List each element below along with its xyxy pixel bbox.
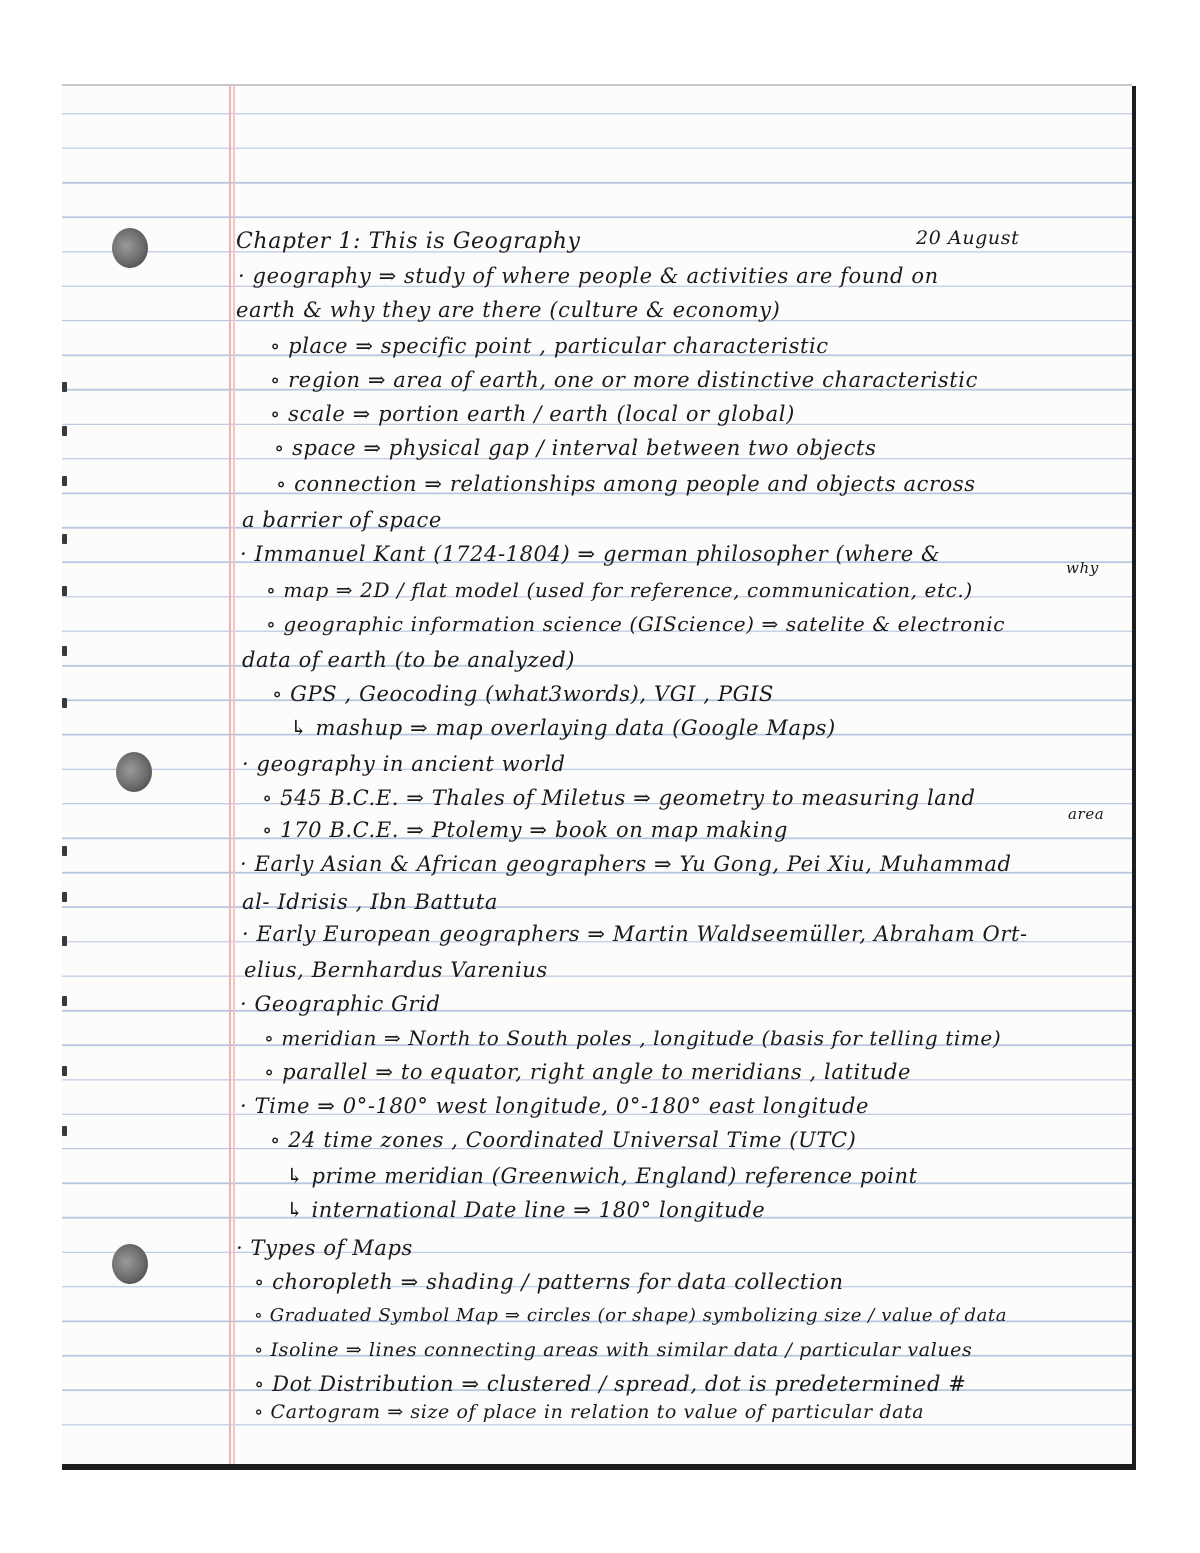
note-line: elius, Bernhardus Varenius [244, 958, 548, 982]
note-line: ∘ Cartogram ⇒ size of place in relation to value of particular data [254, 1401, 925, 1423]
note-line: · Early European geographers ⇒ Martin Waldseemüller, Abraham Ort- [242, 922, 1028, 946]
note-line: ∘ region ⇒ area of earth, one or more distinctive characteristic [270, 368, 978, 392]
note-line: ∘ choropleth ⇒ shading / patterns for data collection [254, 1270, 844, 1294]
binder-hole-top [112, 228, 148, 268]
note-line: ∘ connection ⇒ relationships among people and objects across [276, 472, 976, 496]
torn-edge-mark [62, 1066, 67, 1076]
notebook-page [62, 84, 1132, 1464]
note-line: ∘ parallel ⇒ to equator, right angle to meridians , latitude [264, 1060, 912, 1084]
torn-edge-mark [62, 426, 67, 436]
note-line: ∘ map ⇒ 2D / flat model (used for reference, communication, etc.) [266, 578, 973, 602]
note-line: ↳ international Date line ⇒ 180° longitude [286, 1198, 766, 1222]
margin-line [229, 86, 231, 1464]
note-line: earth & why they are there (culture & economy) [236, 298, 781, 322]
note-line: al- Idrisis , Ibn Battuta [242, 890, 499, 914]
binder-hole-middle [116, 752, 152, 792]
torn-edge-mark [62, 476, 67, 486]
note-line: ∘ GPS , Geocoding (what3words), VGI , PGIS [272, 682, 774, 706]
torn-edge-mark [62, 586, 67, 596]
note-line: ∘ scale ⇒ portion earth / earth (local or global) [270, 402, 795, 426]
note-line: ∘ 545 B.C.E. ⇒ Thales of Miletus ⇒ geometry to measuring land [262, 786, 976, 810]
torn-edge-mark [62, 534, 67, 544]
margin-note-area: area [1068, 805, 1105, 823]
note-line: · Types of Maps [236, 1236, 413, 1260]
torn-edge-mark [62, 382, 67, 392]
binder-hole-bottom [112, 1244, 148, 1284]
note-line: · geography in ancient world [242, 752, 566, 776]
margin-line-second [233, 86, 235, 1464]
margin-note-why: why [1066, 559, 1099, 577]
torn-edge-mark [62, 1126, 67, 1136]
note-line: ∘ space ⇒ physical gap / interval between two objects [274, 436, 877, 460]
torn-edge-mark [62, 892, 67, 902]
torn-edge-mark [62, 846, 67, 856]
note-line: ∘ 170 B.C.E. ⇒ Ptolemy ⇒ book on map making [262, 818, 789, 842]
note-line: ∘ Dot Distribution ⇒ clustered / spread, dot is predetermined # [254, 1372, 967, 1396]
note-line: · Early Asian & African geographers ⇒ Yu Gong, Pei Xiu, Muhammad [240, 852, 1012, 876]
note-line: ∘ meridian ⇒ North to South poles , longitude (basis for telling time) [264, 1026, 1002, 1050]
torn-edge-mark [62, 646, 67, 656]
note-line: ↳ mashup ⇒ map overlaying data (Google Maps) [290, 716, 836, 740]
note-line: ∘ geographic information science (GIScience) ⇒ satelite & electronic [266, 612, 1006, 636]
note-line: a barrier of space [242, 508, 442, 532]
note-line: · geography ⇒ study of where people & activities are found on [238, 264, 939, 288]
note-line: data of earth (to be analyzed) [242, 648, 576, 672]
note-line: ∘ Graduated Symbol Map ⇒ circles (or shape) symbolizing size / value of data [254, 1305, 1008, 1326]
torn-edge-mark [62, 996, 67, 1006]
note-line: · Geographic Grid [240, 992, 441, 1016]
note-line: ∘ Isoline ⇒ lines connecting areas with similar data / particular values [254, 1339, 973, 1361]
note-line: · Time ⇒ 0°-180° west longitude, 0°-180° east longitude [240, 1094, 870, 1118]
note-line: ↳ prime meridian (Greenwich, England) reference point [286, 1164, 918, 1188]
note-line: ∘ place ⇒ specific point , particular characteristic [270, 334, 829, 358]
notes-date: 20 August [916, 227, 1020, 249]
note-line: ∘ 24 time zones , Coordinated Universal Time (UTC) [270, 1128, 857, 1152]
notes-title: Chapter 1: This is Geography [236, 229, 581, 254]
torn-edge-mark [62, 698, 67, 708]
torn-edge-mark [62, 936, 67, 946]
note-line: · Immanuel Kant (1724-1804) ⇒ german philosopher (where & [240, 542, 941, 566]
